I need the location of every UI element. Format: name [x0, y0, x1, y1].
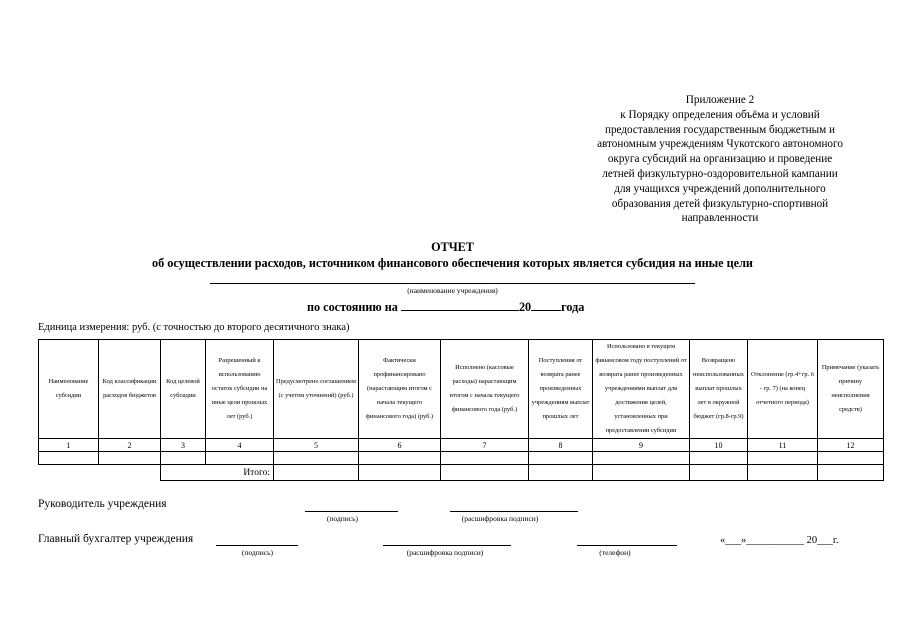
total-cell[interactable]	[593, 465, 690, 481]
total-cell[interactable]	[274, 465, 359, 481]
header-cell: Исполнено (кассовые расходы) нарастающим итогом с начала текущего финансового года (руб.)	[441, 340, 529, 439]
phone-line[interactable]	[577, 545, 677, 546]
table-cell[interactable]	[529, 452, 593, 465]
appendix-line: для учащихся учреждений дополнительного	[614, 182, 826, 195]
column-number: 11	[748, 439, 818, 452]
head-sign-line[interactable]	[305, 511, 398, 512]
accountant-decode-caption: (расшифровка подписи)	[406, 548, 484, 557]
table-cell[interactable]	[161, 452, 206, 465]
appendix-line: к Порядку определения объёма и условий	[620, 108, 820, 121]
header-cell: Разрешенный к использованию остаток субсидии на иные цели прошлых лет (руб.)	[206, 340, 274, 439]
report-subtitle: об осуществлении расходов, источником финансового обеспечения которых является субсидия на иные цели	[152, 256, 753, 270]
date-field[interactable]: «___»___________ 20___г.	[720, 535, 839, 546]
accountant-sign-caption: (подпись)	[241, 548, 274, 557]
table-cell[interactable]	[359, 452, 441, 465]
as-of-year: 20	[518, 300, 532, 314]
column-number: 8	[529, 439, 593, 452]
accountant-decode-line[interactable]	[383, 545, 511, 546]
total-cell[interactable]	[441, 465, 529, 481]
appendix-line: образования детей физкультурно-спортивной	[611, 197, 829, 210]
as-of-suffix: года	[561, 300, 585, 314]
as-of-date-blank	[401, 300, 519, 311]
institution-name-line	[210, 283, 695, 284]
column-number: 12	[818, 439, 884, 452]
header-cell: Код классификации расходов бюджетов	[99, 340, 161, 439]
total-cell[interactable]	[748, 465, 818, 481]
as-of-date	[307, 300, 584, 315]
column-number: 1	[39, 439, 99, 452]
as-of-prefix: по состоянию на	[307, 300, 398, 314]
table-cell[interactable]	[206, 452, 274, 465]
appendix-line: летней физкультурно-оздоровительной кампании	[602, 167, 838, 180]
table-cell[interactable]	[593, 452, 690, 465]
header-cell: Предусмотрено соглашением (с учетом уточнений) (руб.)	[274, 340, 359, 439]
table-cell[interactable]	[441, 452, 529, 465]
column-number: 7	[441, 439, 529, 452]
head-sign-caption: (подпись)	[326, 514, 359, 523]
appendix-line: округа субсидий на организацию и проведение	[607, 153, 833, 166]
total-cell[interactable]	[359, 465, 441, 481]
column-number: 4	[206, 439, 274, 452]
header-cell: Код целевой субсидии	[161, 340, 206, 439]
appendix-line: автономным учреждениям Чукотского автономного	[597, 138, 843, 151]
unit-of-measure: Единица измерения: руб. (с точностью до второго десятичного знака)	[38, 322, 350, 333]
table-cell[interactable]	[274, 452, 359, 465]
total-cell[interactable]	[818, 465, 884, 481]
phone-caption: (телефон)	[599, 548, 631, 557]
header-cell: Отклонение (гр.4+гр. 6 - гр. 7) (на конец отчетного периода)	[748, 340, 818, 439]
accountant-label: Главный бухгалтер учреждения	[38, 533, 194, 545]
column-number: 2	[99, 439, 161, 452]
column-number: 5	[274, 439, 359, 452]
head-decode-line[interactable]	[450, 511, 578, 512]
appendix-line: Приложение 2	[685, 94, 755, 106]
as-of-year-blank	[531, 300, 561, 311]
header-cell: Наименование субсидии	[39, 340, 99, 439]
table-cell[interactable]	[818, 452, 884, 465]
total-spacer	[39, 465, 99, 481]
header-cell: Примечание (указать причину неисполнения средств)	[818, 340, 884, 439]
appendix-note	[560, 93, 880, 226]
table-cell[interactable]	[39, 452, 99, 465]
head-label: Руководитель учреждения	[38, 498, 167, 510]
table-cell[interactable]	[690, 452, 748, 465]
header-cell: Использовано в текущем финансовом году поступлений от возврата ранее произведенных учреждениями выплат для достижения целей, установленных при предоставлении субсидии	[593, 340, 690, 439]
accountant-sign-line[interactable]	[216, 545, 298, 546]
header-cell: Возвращено неиспользованных выплат прошлых лет в окружной бюджет (гр.8-гр.9)	[690, 340, 748, 439]
table-header-row	[39, 340, 884, 439]
institution-caption: (наименование учреждения)	[407, 286, 498, 295]
report-title: ОТЧЕТ	[431, 240, 474, 254]
total-cell[interactable]	[690, 465, 748, 481]
header-cell: Поступления от возврата ранее произведенных учреждениям выплат прошлых лет	[529, 340, 593, 439]
header-cell: Фактически профинансировано (нарастающим итогом с начала текущего финансового года) (руб.)	[359, 340, 441, 439]
column-number: 6	[359, 439, 441, 452]
column-number: 10	[690, 439, 748, 452]
head-decode-caption: (расшифровка подписи)	[461, 514, 539, 523]
table-cell[interactable]	[748, 452, 818, 465]
total-cell[interactable]	[529, 465, 593, 481]
table-row	[39, 452, 884, 465]
column-number-row	[39, 439, 884, 452]
column-number: 3	[161, 439, 206, 452]
total-spacer	[99, 465, 161, 481]
report-table	[38, 339, 884, 481]
appendix-line: направленности	[681, 212, 759, 225]
column-number: 9	[593, 439, 690, 452]
appendix-line: предоставления государственным бюджетным и	[604, 123, 836, 136]
total-row	[39, 465, 884, 481]
total-label: Итого:	[161, 465, 274, 481]
table-cell[interactable]	[99, 452, 161, 465]
